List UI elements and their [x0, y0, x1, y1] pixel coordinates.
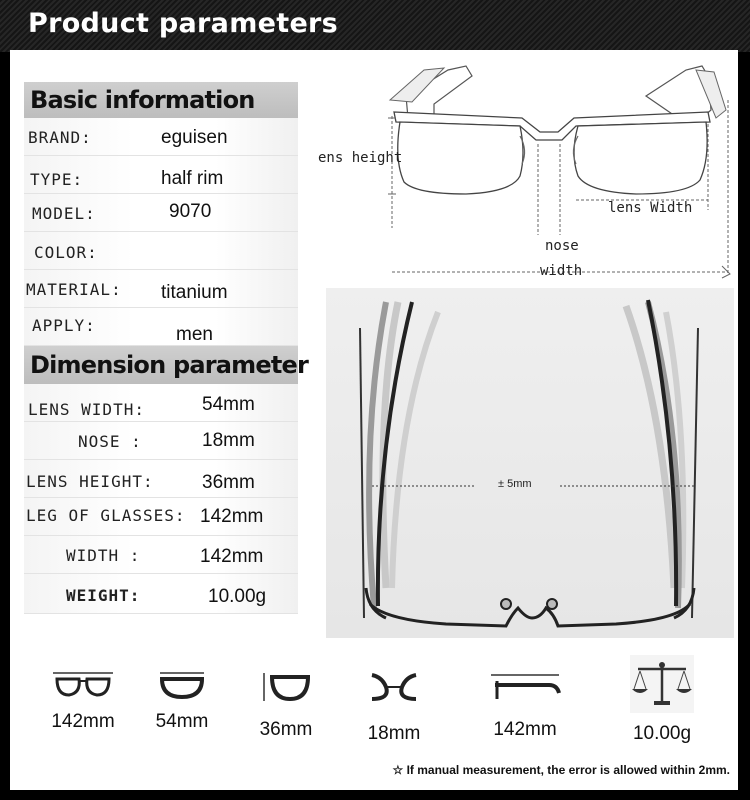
- table-row: [24, 574, 298, 614]
- frame-width-value: 142mm: [51, 711, 115, 732]
- table-row: [24, 384, 298, 422]
- leg-length-value: 142mm: [200, 506, 264, 527]
- table-row: [24, 156, 298, 194]
- lens-height-icon-value: 36mm: [259, 719, 313, 740]
- table-row: [24, 270, 298, 308]
- measurement-note: ☆ If manual measurement, the error is allowed within 2mm.: [392, 763, 730, 777]
- temple-length-item: [480, 669, 570, 741]
- dimension-heading: Dimension parameter: [24, 346, 298, 384]
- lens-width-value: 54mm: [202, 394, 255, 415]
- nose-bridge-value: 18mm: [367, 723, 421, 744]
- table-row: [24, 498, 298, 536]
- frame-width-icon: [49, 667, 117, 703]
- material-value: titanium: [161, 282, 228, 303]
- apply-label: APPLY:: [32, 316, 96, 335]
- lens-width-diagram-label: lens Width: [608, 200, 693, 216]
- table-row: [24, 460, 298, 498]
- nose-value: 18mm: [202, 430, 255, 451]
- page-title: Product parameters: [28, 8, 339, 39]
- basic-info-heading: Basic information: [24, 82, 298, 118]
- lens-height-label: LENS HEIGHT:: [26, 472, 154, 491]
- weight-scale-value: 10.00g: [632, 723, 692, 744]
- temple-length-value: 142mm: [493, 719, 557, 740]
- width-value: 142mm: [200, 546, 264, 567]
- nose-bridge-icon: [368, 669, 420, 705]
- glasses-top-view-icon: [326, 288, 734, 638]
- lens-height-diagram-label: ens height: [318, 150, 403, 166]
- type-label: TYPE:: [30, 170, 84, 189]
- table-row: [24, 422, 298, 460]
- material-label: MATERIAL:: [26, 280, 122, 299]
- model-label: MODEL:: [32, 204, 96, 223]
- lens-width-label: LENS WIDTH:: [28, 400, 145, 419]
- nose-label: NOSE :: [78, 432, 142, 451]
- width-diagram-label: width: [540, 263, 583, 279]
- apply-value: men: [176, 324, 213, 345]
- dimension-table: [24, 346, 309, 614]
- lens-height-item: [246, 669, 326, 741]
- weight-label: WEIGHT:: [66, 586, 141, 605]
- width-label: WIDTH :: [66, 546, 141, 565]
- tolerance-label: ± 5mm: [498, 478, 532, 490]
- weight-item: [622, 655, 702, 745]
- temple-length-icon: [487, 669, 563, 705]
- nose-diagram-label: nose: [545, 238, 579, 254]
- lens-width-icon: [156, 667, 208, 703]
- nose-bridge-item: [354, 669, 434, 745]
- lens-width-icon-value: 54mm: [155, 711, 209, 732]
- table-row: [24, 232, 298, 270]
- table-row: [24, 194, 298, 232]
- weight-scale-icon: [630, 655, 694, 713]
- lens-width-item: [142, 667, 222, 733]
- table-row: [24, 118, 298, 156]
- model-value: 9070: [169, 201, 212, 222]
- table-row: [24, 536, 298, 574]
- weight-value: 10.00g: [208, 586, 267, 607]
- frame-width-item: [38, 667, 128, 733]
- basic-info-table: [24, 82, 298, 346]
- top-view-photo: [326, 288, 734, 638]
- table-row: [24, 308, 298, 346]
- type-value: half rim: [161, 168, 224, 189]
- brand-value: eguisen: [161, 127, 228, 148]
- brand-label: BRAND:: [28, 128, 92, 147]
- leg-length-label: LEG OF GLASSES:: [26, 506, 186, 525]
- color-label: COLOR:: [34, 243, 98, 262]
- glasses-front-icon: [316, 60, 732, 285]
- header-band: [0, 0, 750, 52]
- measurement-icons: [30, 655, 720, 750]
- lens-height-icon: [258, 669, 314, 705]
- front-view-diagram: [316, 60, 732, 285]
- lens-height-value: 36mm: [202, 472, 255, 493]
